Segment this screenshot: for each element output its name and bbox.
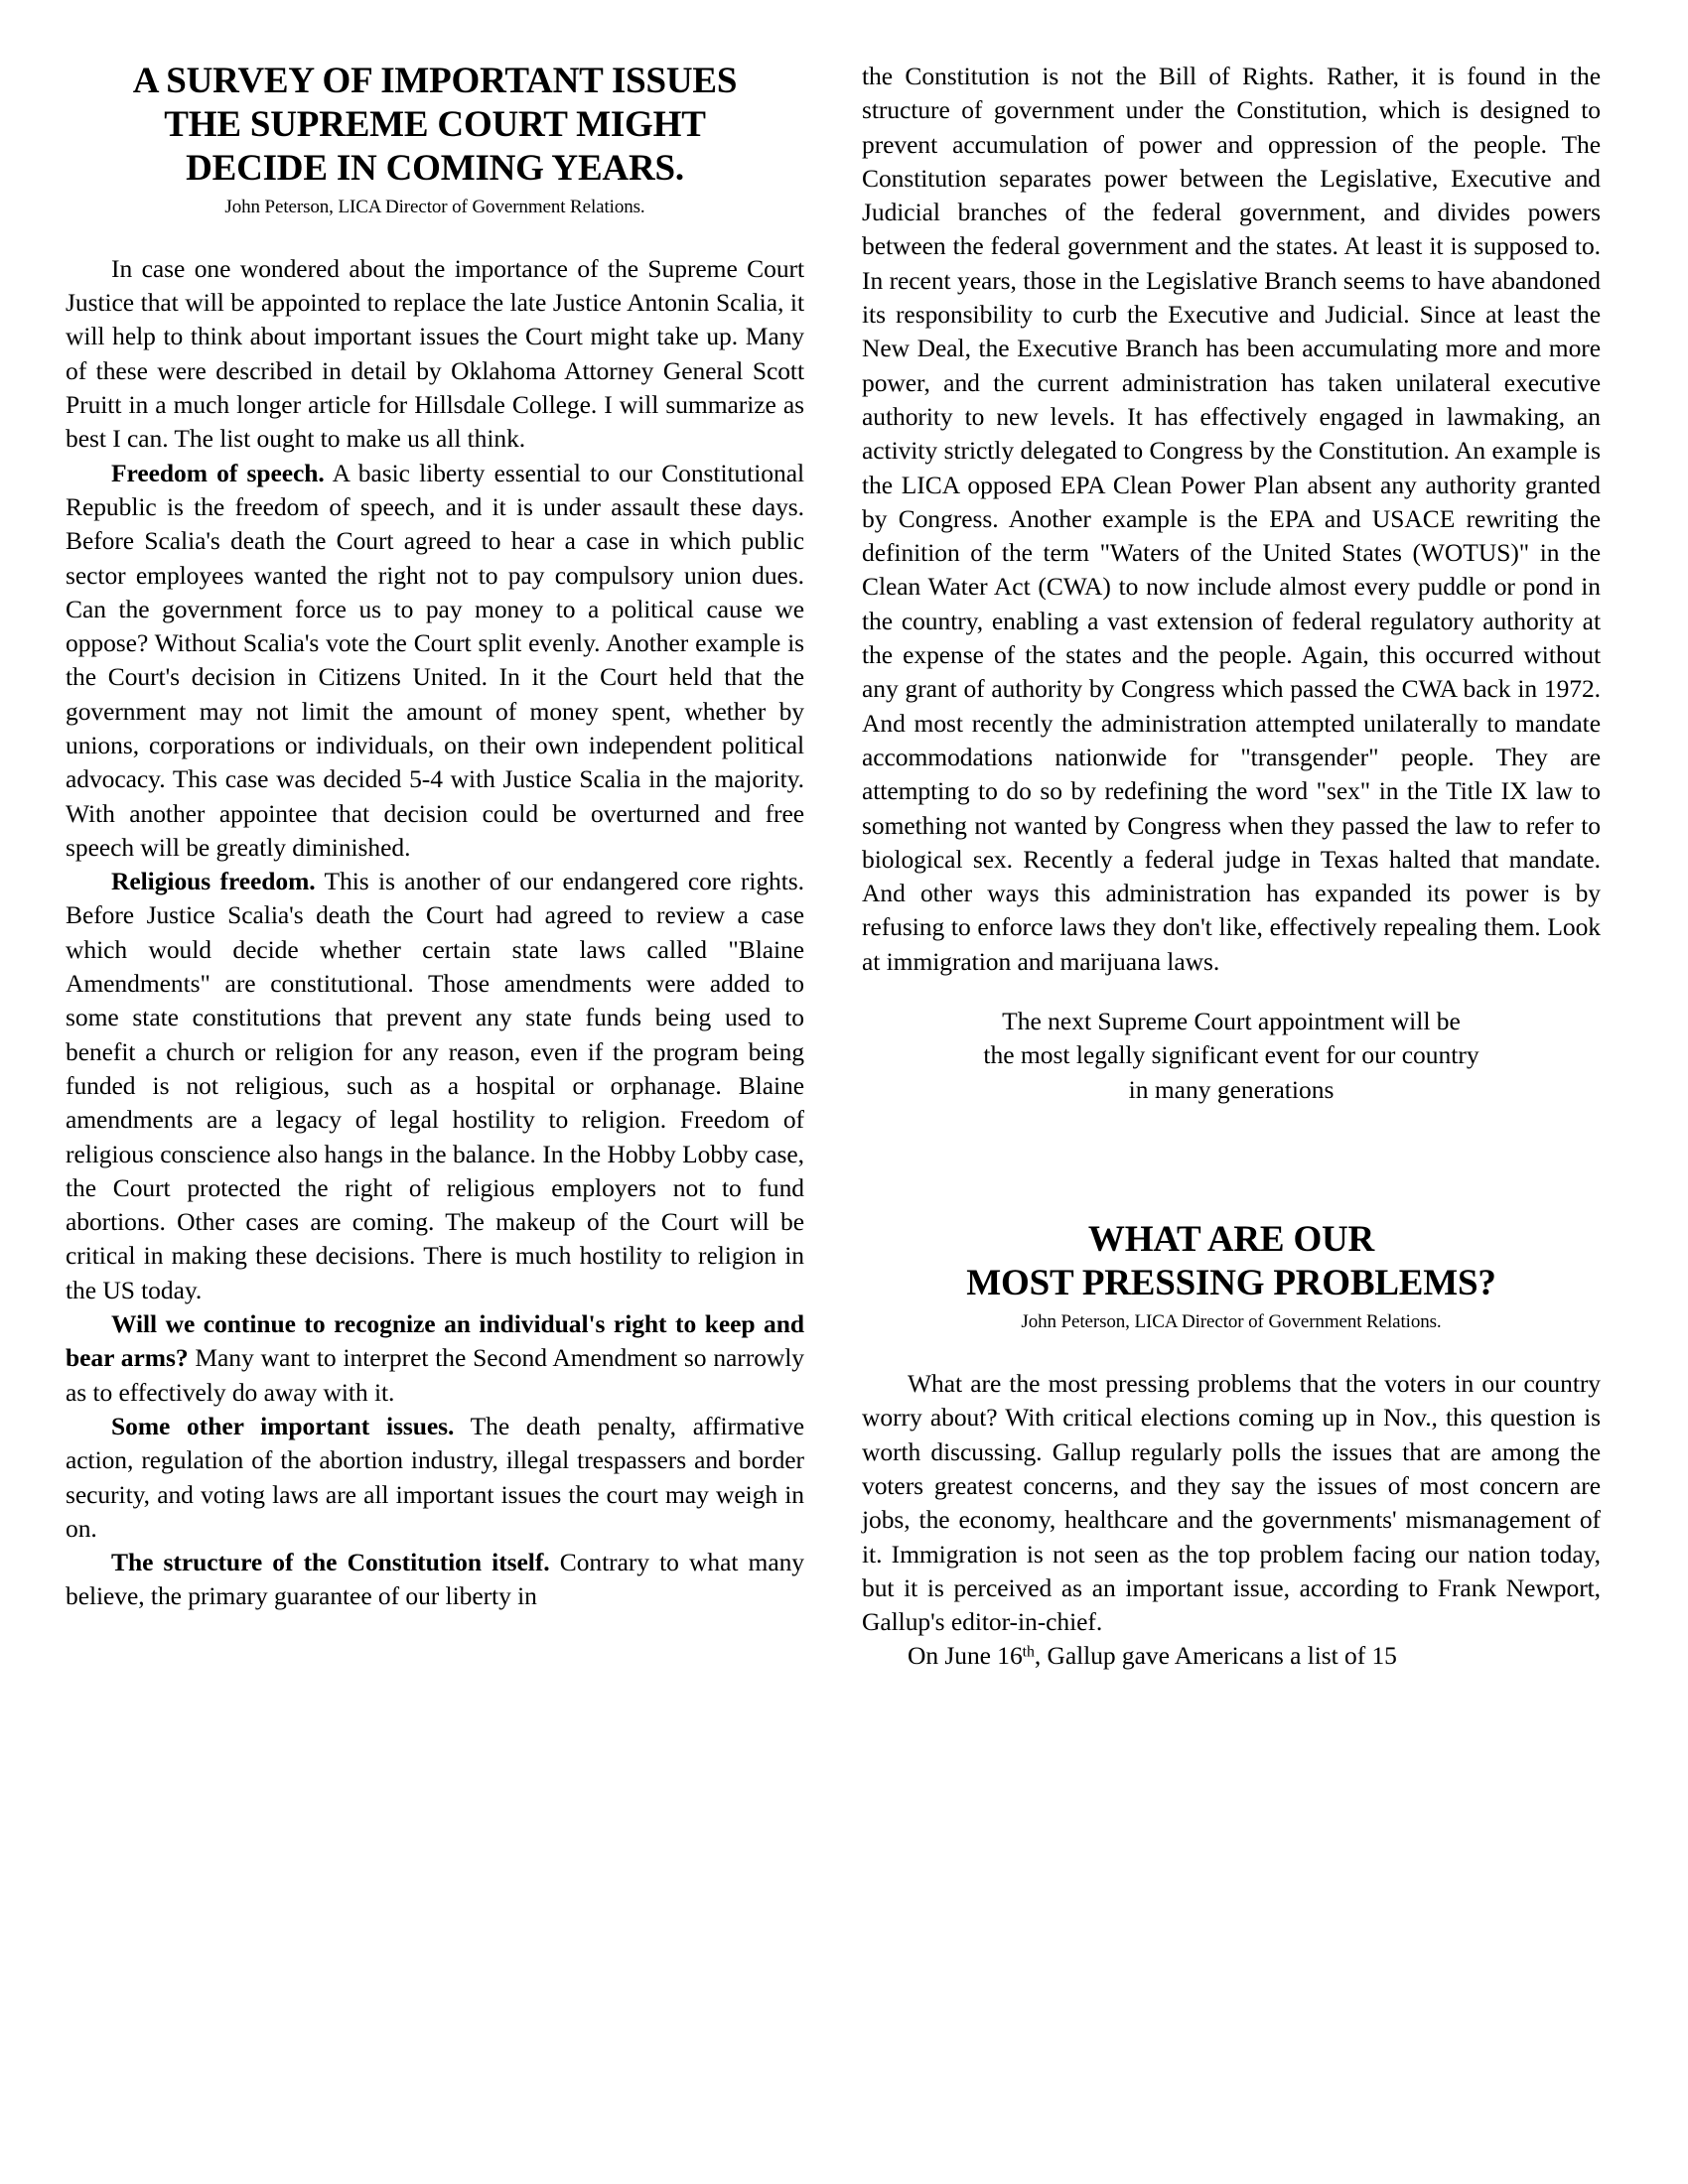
- paragraph-lead-in: Religious freedom.: [111, 867, 316, 896]
- paragraph-text: What are the most pressing problems that the voters in our country worry about? With critical elections coming up in Nov., this question is worth discussing. Gallup regularly polls the issues that are among the voters greatest concerns, and they say the issues of most concern are jobs, the economy, healthcare and the governments' mismanagement of it. Immigration is not seen as the top problem facing our nation today, but it is perceived as an important issue, according to Frank Newport, Gallup's editor-in-chief.: [862, 1369, 1601, 1637]
- paragraph-text-before-superscript: On June 16: [908, 1641, 1023, 1671]
- article-2: [862, 1218, 1601, 1674]
- article-1-byline: John Peterson, LICA Director of Government Relations.: [224, 197, 645, 218]
- pull-quote-line-1: The next Supreme Court appointment will be: [1002, 1007, 1461, 1036]
- article-1-pull-quote: [862, 1005, 1601, 1107]
- paragraph-text: A basic liberty essential to our Constitutional Republic is the freedom of speech, and it is under assault these days. Before Scalia's death the Court agreed to hear a case in which public sector employees wanted the right not to pay compulsory union dues. Can the government force us to pay money to a political cause we oppose? Without Scalia's vote the Court split evenly. Another example is the Court's decision in Citizens United. In it the Court held that the government may not limit the amount of money spent, whether by unions, corporations or individuals, on their own independent political advocacy. This case was decided 5-4 with Justice Scalia in the majority. With another appointee that decision could be overturned and free speech will be greatly diminished.: [66, 458, 804, 862]
- article-2-title-line-2: MOST PRESSING PROBLEMS?: [966, 1263, 1496, 1304]
- pull-quote-line-2: the most legally significant event for our country: [983, 1040, 1479, 1070]
- two-column-layout: [66, 60, 1622, 2184]
- pull-quote-line-3: in many generations: [1128, 1074, 1335, 1104]
- article-2-paragraph-gallup-list: [862, 1639, 1601, 1673]
- article-1-paragraph-bear-arms: [66, 1307, 804, 1410]
- article-1-paragraph-other-issues: [66, 1410, 804, 1546]
- article-1-paragraph-structure-of-constitution: [66, 1546, 804, 1614]
- article-1-paragraph-religious-freedom: [66, 865, 804, 1307]
- paragraph-lead-in: Some other important issues.: [111, 1411, 455, 1440]
- article-1-paragraph-intro: [66, 252, 804, 457]
- article-1-title-line-3: DECIDE IN COMING YEARS.: [186, 148, 684, 190]
- article-2-title-line-1: WHAT ARE OUR: [1087, 1219, 1375, 1261]
- paragraph-text: The death penalty, affirmative action, regulation of the abortion industry, illegal trespassers and border security, and voting laws are all important issues the court may weigh in on.: [66, 1411, 805, 1543]
- article-2-paragraph-intro: [862, 1367, 1601, 1639]
- paragraph-text: Contrary to what many believe, the primary guarantee of our liberty in: [66, 1548, 804, 1611]
- paragraph-text: In case one wondered about the importance of the Supreme Court Justice that will be appointed to replace the late Justice Antonin Scalia, it will help to think about important issues the Court might take up. Many of these were described in detail by Oklahoma Attorney General Scott Pruitt in a much longer article for Hillsdale College. I will summarize as best I can. The list ought to make us all think.: [66, 253, 804, 454]
- article-1-title-line-2: THE SUPREME COURT MIGHT: [164, 104, 706, 146]
- paragraph-text-after-superscript: , Gallup gave Americans a list of 15: [1034, 1641, 1397, 1671]
- article-1-title-line-1: A SURVEY OF IMPORTANT ISSUES: [132, 61, 738, 101]
- article-1-paragraph-freedom-of-speech: [66, 457, 804, 866]
- paragraph-text: This is another of our endangered core rights. Before Justice Scalia's death the Court had agreed to review a case which would decide whether certain state laws called "Blaine Amendments" are constitutional. Those amendments were added to some state constitutions that prevent any state funds being used to benefit a church or religion for any reason, even if the program being funded is not religious, such as a hospital or orphanage. Blaine amendments are a legacy of legal hostility to religion. Freedom of religious conscience also hangs in the balance. In the Hobby Lobby case, the Court protected the right of religious employers not to fund abortions. Other cases are coming. The makeup of the Court will be critical in making these decisions. There is much hostility to religion in the US today.: [66, 867, 804, 1304]
- article-2-title: [862, 1218, 1601, 1305]
- paragraph-text: Many want to interpret the Second Amendment so narrowly as to effectively do away with it.: [66, 1343, 804, 1407]
- paragraph-lead-in: Will we continue to recognize an individual's right to keep and bear arms?: [66, 1309, 804, 1373]
- right-column: [862, 60, 1601, 2184]
- paragraph-lead-in: Freedom of speech.: [111, 458, 325, 487]
- article-1-title: [66, 60, 804, 191]
- ordinal-suffix: th: [1022, 1643, 1035, 1661]
- paragraph-lead-in: The structure of the Constitution itself.: [111, 1548, 550, 1577]
- article-1-paragraph-structure-continuation: the Constitution is not the Bill of Rights. Rather, it is found in the structure of government under the Constitution, which is designed to prevent accumulation of power and oppression of the people. The Constitution separates power between the Legislative, Executive and Judicial branches of the federal government, and divides powers between the federal government and the states. At least it is supposed to. In recent years, those in the Legislative Branch seems to have abandoned its responsibility to curb the Executive and Judicial. Since at least the New Deal, the Executive Branch has been accumulating more and more power, and the current administration has taken unilateral executive authority to new levels. It has effectively engaged in lawmaking, an activity strictly delegated to Congress by the Constitution. An example is the LICA opposed EPA Clean Power Plan absent any authority granted by Congress. Another example is the EPA and USACE rewriting the definition of the term "Waters of the United States (WOTUS)" in the Clean Water Act (CWA) to now include almost every puddle or pond in the country, enabling a vast extension of federal regulatory authority at the expense of the states and the people. Again, this occurred without any grant of authority by Congress which passed the CWA back in 1972. And most recently the administration attempted unilaterally to mandate accommodations nationwide for "transgender" people. They are attempting to do so by redefining the word "sex" in the Title IX law to something not wanted by Congress when they passed the law to refer to biological sex. Recently a federal judge in Texas halted that mandate. And other ways this administration has expanded its power is by refusing to enforce laws they don't like, effectively repealing them. Look at immigration and marijuana laws.: [862, 62, 1601, 976]
- left-column: [66, 60, 804, 2184]
- article-2-byline: John Peterson, LICA Director of Government Relations.: [1021, 1311, 1442, 1333]
